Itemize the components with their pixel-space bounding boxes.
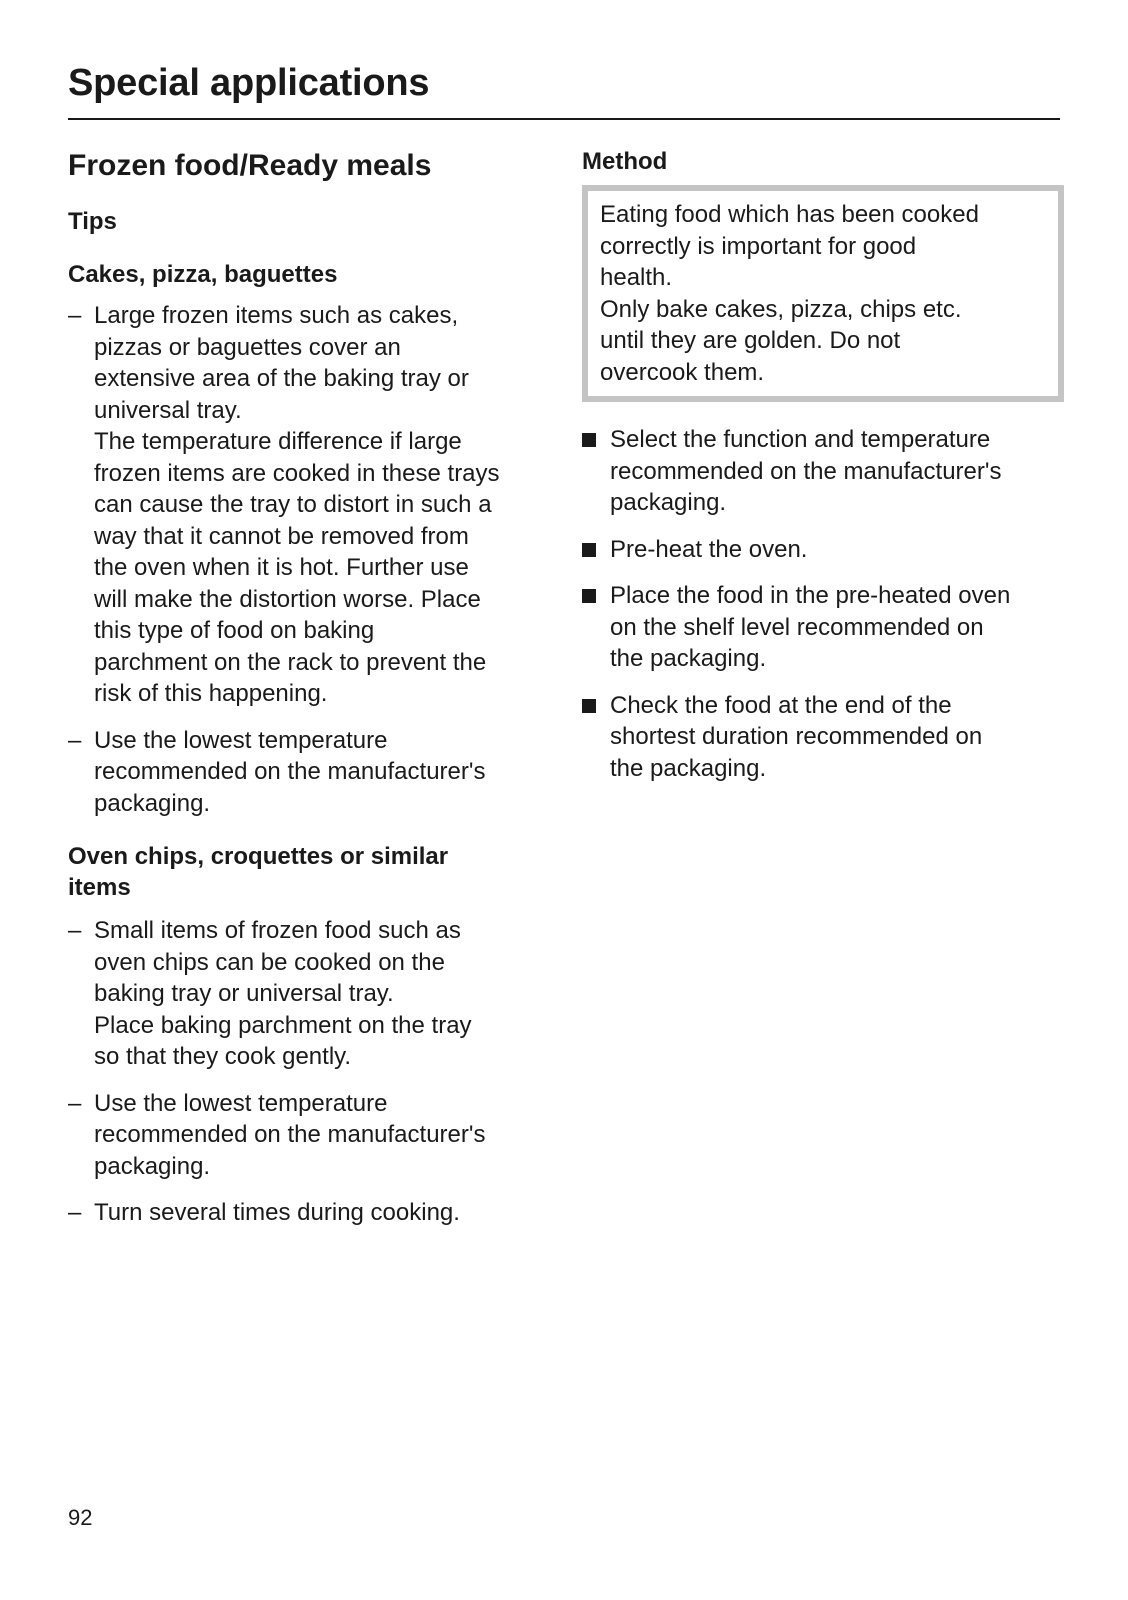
square-bullet-icon <box>582 433 596 447</box>
text-line: Place the food in the pre-heated oven <box>610 582 1011 609</box>
text-line: The temperature difference if large <box>94 428 462 455</box>
page-title: Special applications <box>68 62 430 104</box>
list-item <box>68 1088 558 1183</box>
square-bullet-icon <box>582 543 596 557</box>
method-steps-list <box>582 424 1064 784</box>
list-item <box>68 725 558 820</box>
text-line: health. <box>600 264 673 291</box>
text-line: so that they cook gently. <box>94 1043 352 1070</box>
tips-heading: Tips <box>68 208 117 235</box>
text-line: Select the function and temperature <box>610 426 991 453</box>
text-line: oven chips can be cooked on the <box>94 948 445 976</box>
text-line: items <box>68 874 131 901</box>
text-line: Oven chips, croquettes or similar <box>68 843 449 870</box>
text-line: packaging. <box>94 789 211 817</box>
text-line: parchment on the rack to prevent the <box>94 648 487 676</box>
text-line: the packaging. <box>610 754 767 782</box>
text-line: way that it cannot be removed from <box>94 522 469 550</box>
list-item <box>68 915 558 1073</box>
right-column <box>582 146 1064 799</box>
text-line: Turn several times during cooking. <box>94 1199 460 1226</box>
text-line: universal tray. <box>94 396 242 424</box>
text-line: Use the lowest temperature <box>94 1089 388 1117</box>
text-line: this type of food on baking <box>94 617 375 644</box>
text-line: correctly is important for good <box>600 232 917 260</box>
list-item <box>68 1197 558 1229</box>
dash-bullet: – <box>68 1199 82 1226</box>
text-line: Only bake cakes, pizza, chips etc. <box>600 295 962 323</box>
left-column <box>68 146 558 1244</box>
text-line: extensive area of the baking tray or <box>94 365 469 392</box>
cakes-heading: Cakes, pizza, baguettes <box>68 261 338 288</box>
page-number: 92 <box>68 1505 93 1530</box>
text-line: risk of this happening. <box>94 680 328 707</box>
method-step <box>582 580 1064 675</box>
text-line: Small items of frozen food such as <box>94 917 461 944</box>
dash-bullet: – <box>68 1089 82 1117</box>
method-step <box>582 534 1064 566</box>
text-line: packaging. <box>610 489 727 516</box>
title-divider <box>68 118 1060 120</box>
text-line: Check the food at the end of the <box>610 691 952 719</box>
dash-bullet: – <box>68 302 82 329</box>
text-line: overcook them. <box>600 358 765 386</box>
text-line: Place baking parchment on the tray <box>94 1011 472 1039</box>
dash-bullet: – <box>68 726 82 754</box>
method-step <box>582 690 1064 785</box>
square-bullet-icon <box>582 589 596 603</box>
text-line: frozen items are cooked in these trays <box>94 459 500 487</box>
text-line: recommended on the manufacturer's <box>610 457 1002 485</box>
section-title: Frozen food/Ready meals <box>68 149 432 182</box>
method-heading: Method <box>582 148 668 175</box>
text-line: pizzas or baguettes cover an <box>94 333 401 361</box>
text-line: the packaging. <box>610 645 767 672</box>
text-line: Pre-heat the oven. <box>610 535 808 563</box>
dash-bullet: – <box>68 917 82 944</box>
cakes-tips-list <box>68 300 558 819</box>
warning-box <box>582 185 1064 402</box>
text-line: Eating food which has been cooked <box>600 201 979 228</box>
chips-heading <box>68 841 558 903</box>
text-line: will make the distortion worse. Place <box>94 585 481 613</box>
text-line: recommended on the manufacturer's <box>94 1121 486 1148</box>
text-line: packaging. <box>94 1152 211 1180</box>
square-bullet-icon <box>582 699 596 713</box>
method-step <box>582 424 1064 519</box>
text-line: until they are golden. Do not <box>600 327 901 354</box>
text-line: recommended on the manufacturer's <box>94 758 486 785</box>
text-line: Large frozen items such as cakes, <box>94 302 459 329</box>
list-item <box>68 300 558 710</box>
text-line: the oven when it is hot. Further use <box>94 554 469 581</box>
text-line: baking tray or universal tray. <box>94 980 394 1007</box>
text-line: can cause the tray to distort in such a <box>94 491 492 518</box>
text-line: on the shelf level recommended on <box>610 613 984 641</box>
chips-tips-list <box>68 915 558 1229</box>
text-line: Use the lowest temperature <box>94 726 388 754</box>
text-line: shortest duration recommended on <box>610 723 983 750</box>
